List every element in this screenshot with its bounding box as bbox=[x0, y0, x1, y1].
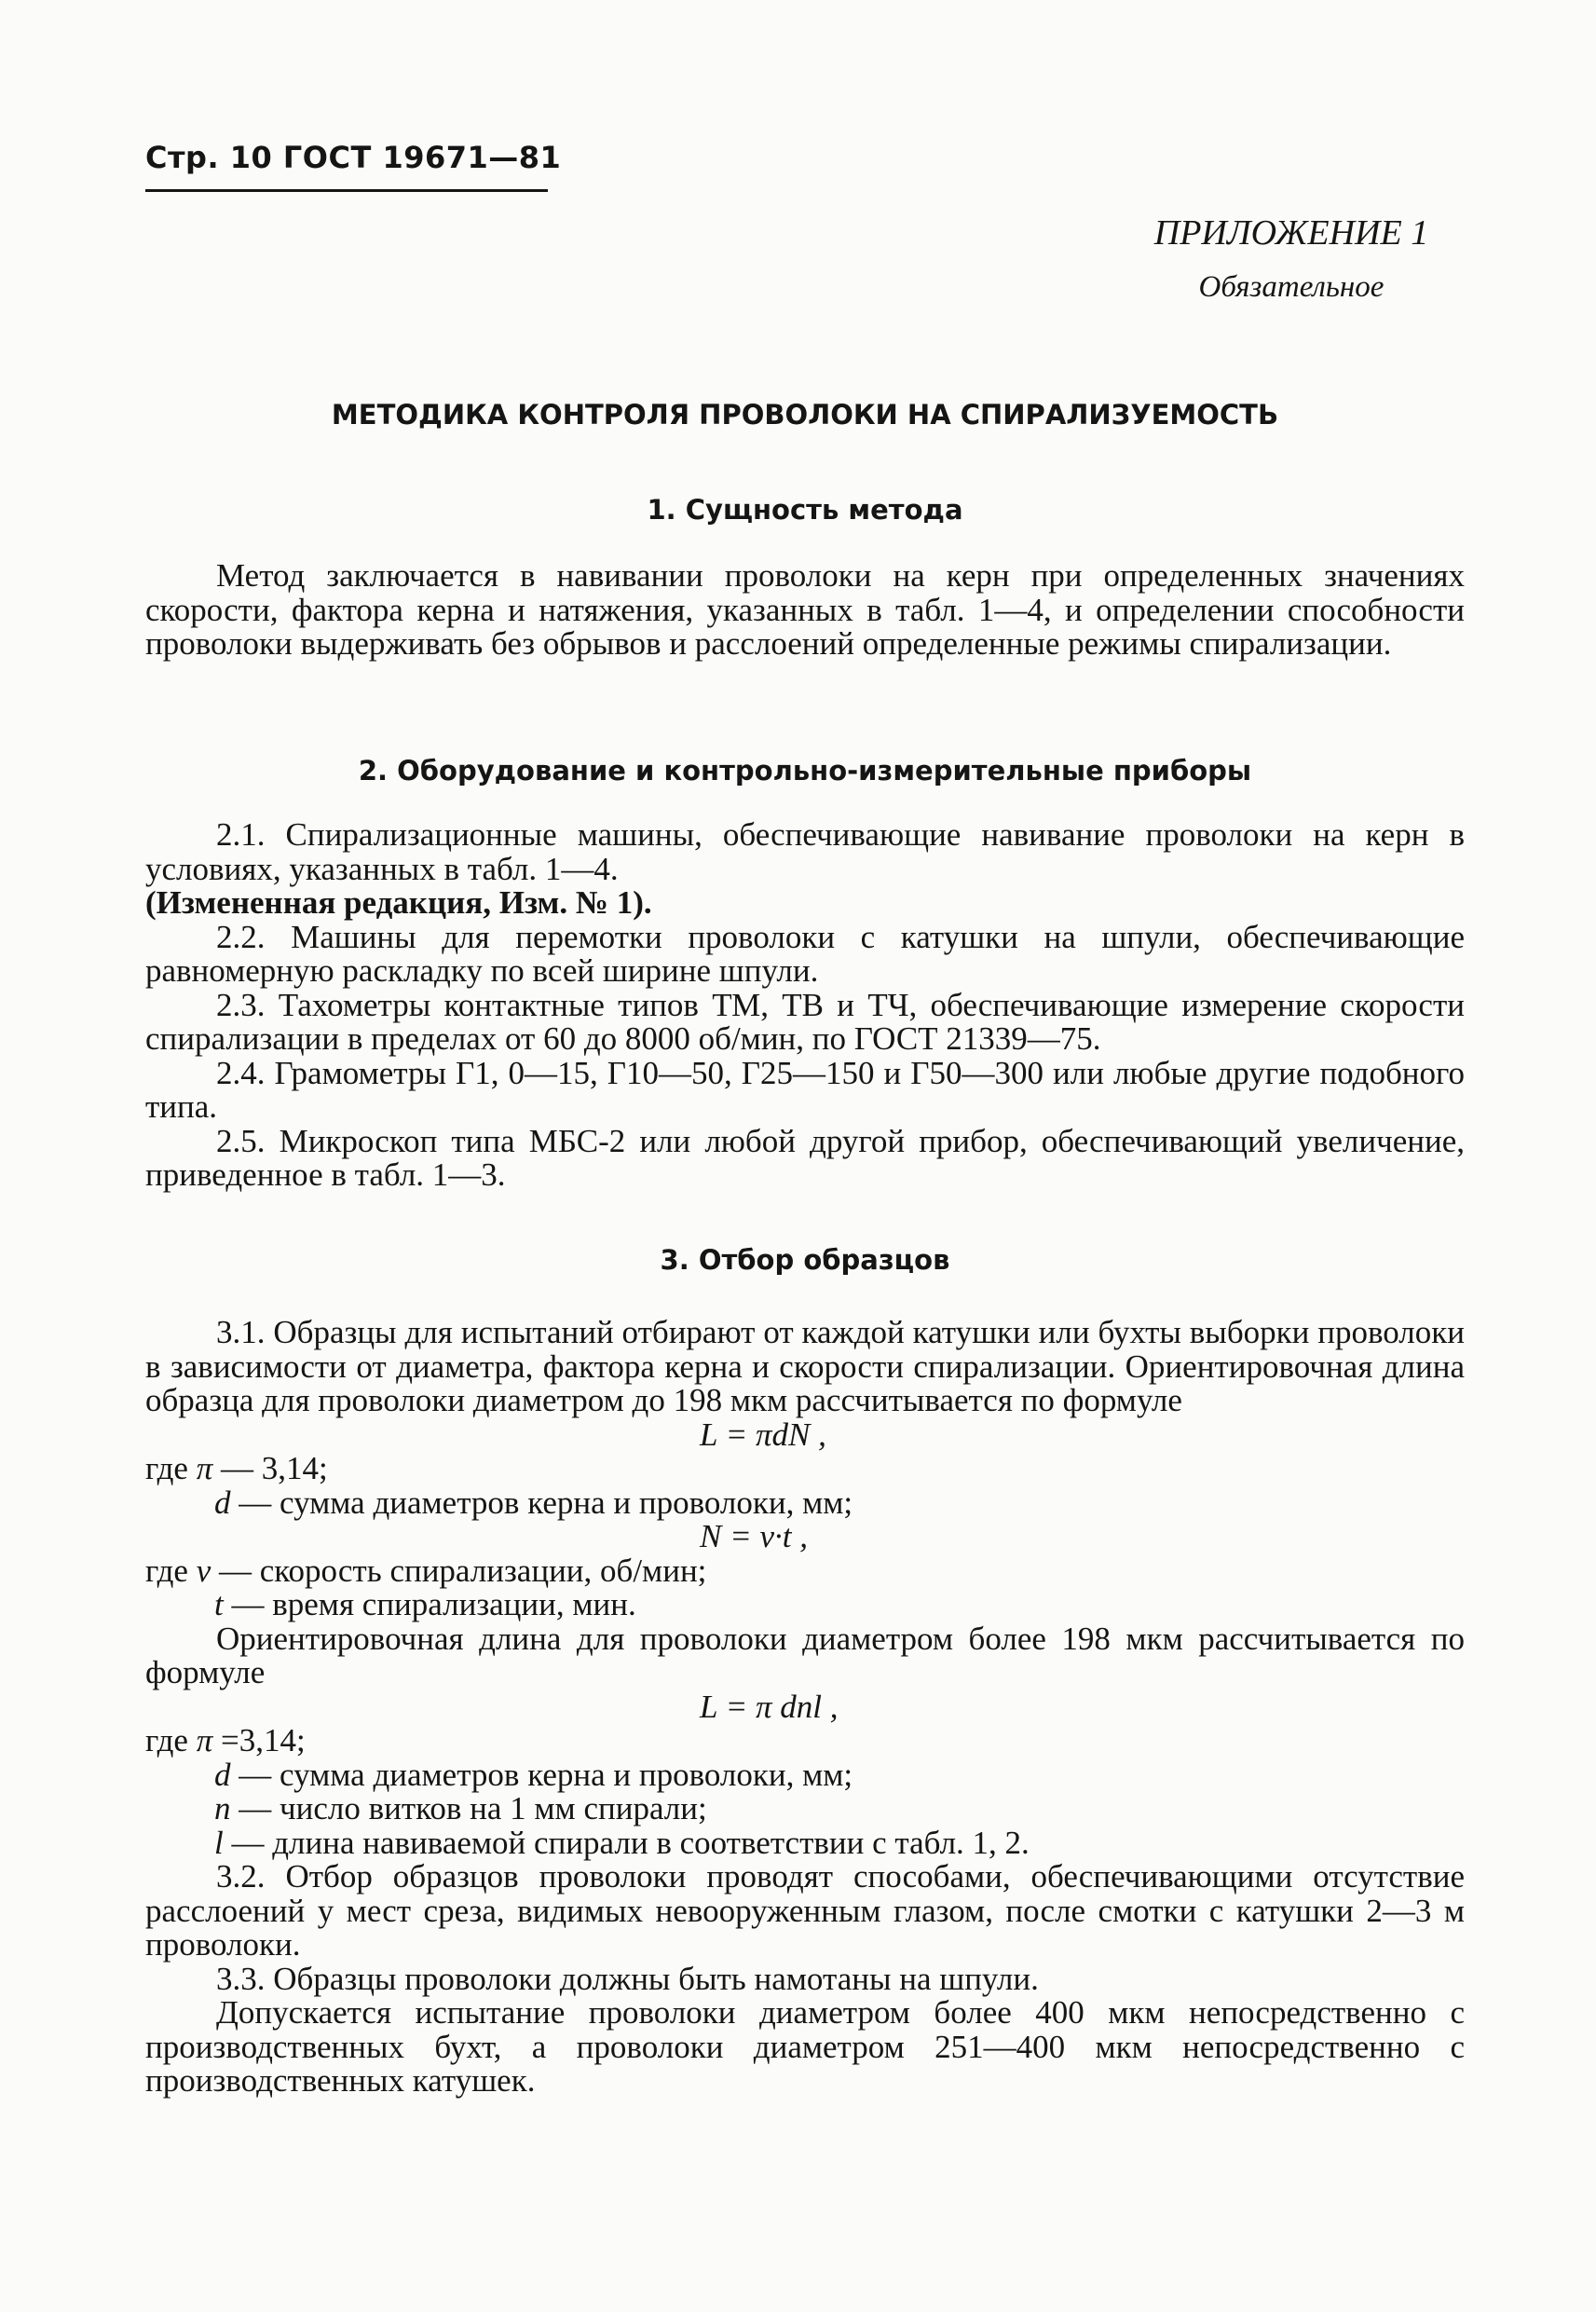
formula-l-pidn: L = πdN , bbox=[700, 1416, 826, 1453]
var-l: l bbox=[214, 1824, 224, 1861]
section-3-body bbox=[145, 1316, 1465, 2099]
where-word: где bbox=[145, 1552, 197, 1589]
where-word: где bbox=[145, 1722, 197, 1758]
appendix-label: ПРИЛОЖЕНИЕ 1 bbox=[1153, 213, 1429, 253]
page-header: Стр. 10 ГОСТ 19671—81 bbox=[145, 140, 562, 175]
section-3-heading: 3. Отбор образцов bbox=[660, 1244, 950, 1276]
var-d: d bbox=[214, 1484, 231, 1521]
formula-l-pidnl: L = π dnl , bbox=[700, 1688, 839, 1725]
def-text: — сумма диаметров керна и проволоки, мм; bbox=[230, 1484, 853, 1521]
section-2-body bbox=[145, 818, 1465, 1193]
def-text: — время спирализации, мин. bbox=[223, 1586, 636, 1622]
def-text: — скорость спирализации, об/мин; bbox=[211, 1552, 707, 1589]
def-n bbox=[145, 1792, 1465, 1826]
var-pi: π bbox=[196, 1722, 213, 1758]
appendix-status: Обязательное bbox=[1198, 270, 1385, 304]
paragraph-allowance: Допускается испытание проволоки диаметром более 400 мкм непосредственно с производственных бухт, а проволоки диаметром 251—400 мкм непосредственно с производственных катушек. bbox=[145, 1994, 1465, 2099]
document-title: МЕТОДИКА КОНТРОЛЯ ПРОВОЛОКИ НА СПИРАЛИЗУЕМОСТЬ bbox=[331, 399, 1279, 431]
header-rule bbox=[145, 189, 548, 192]
var-n: n bbox=[214, 1790, 231, 1826]
clause-2-2: 2.2. Машины для перемотки проволоки с катушки на шпули, обеспечивающие равномерную раскладку по всей ширине шпули. bbox=[145, 918, 1465, 989]
amendment-note: (Измененная редакция, Изм. № 1). bbox=[145, 884, 652, 921]
clause-2-5: 2.5. Микроскоп типа МБС-2 или любой другой прибор, обеспечивающий увеличение, приведенное в табл. 1—3. bbox=[145, 1122, 1465, 1193]
var-t: t bbox=[214, 1586, 224, 1622]
formula-n-vt: N = v·t , bbox=[700, 1518, 808, 1554]
where-word: где bbox=[145, 1450, 197, 1486]
def-l bbox=[145, 1826, 1465, 1861]
var-d: d bbox=[214, 1756, 231, 1793]
clause-3-3: 3.3. Образцы проволоки должны быть намотаны на шпули. bbox=[216, 1960, 1039, 1997]
clause-2-4: 2.4. Грамометры Г1, 0—15, Г10—50, Г25—150 и Г50—300 или любые другие подобного типа. bbox=[145, 1054, 1465, 1125]
paragraph-orient-length: Ориентировочная длина для проволоки диаметром более 198 мкм рассчитывается по формуле bbox=[145, 1620, 1465, 1690]
clause-2-1: 2.1. Спирализационные машины, обеспечивающие навивание проволоки на керн в условиях, указанных в табл. 1—4. bbox=[145, 816, 1465, 887]
var-v: v bbox=[196, 1552, 211, 1589]
section-1-body bbox=[145, 559, 1465, 662]
def-d-2 bbox=[145, 1758, 1465, 1793]
clause-3-1: 3.1. Образцы для испытаний отбирают от каждой катушки или бухты выборки проволоки в зависимости от диаметра, фактора керна и скорости спирализации. Ориентировочная длина образца для проволоки диаметром до 198 мкм рассчитывается по формуле bbox=[145, 1314, 1465, 1418]
def-text: =3,14; bbox=[212, 1722, 306, 1758]
def-text: — сумма диаметров керна и проволоки, мм; bbox=[230, 1756, 853, 1793]
clause-3-2: 3.2. Отбор образцов проволоки проводят способами, обеспечивающими отсутствие расслоений у мест среза, видимых невооруженным глазом, после смотки с катушки 2—3 м проволоки. bbox=[145, 1858, 1465, 1963]
section-2-heading: 2. Оборудование и контрольно-измерительные приборы bbox=[358, 755, 1252, 787]
def-d-1 bbox=[145, 1486, 1465, 1521]
def-text: — длина навиваемой спирали в соответствии с табл. 1, 2. bbox=[223, 1824, 1030, 1861]
section-1-heading: 1. Сущность метода bbox=[647, 494, 963, 526]
def-t bbox=[145, 1588, 1465, 1622]
where-pi-2 bbox=[145, 1724, 1465, 1758]
var-pi: π bbox=[196, 1450, 213, 1486]
def-text: — 3,14; bbox=[212, 1450, 328, 1486]
where-pi-1 bbox=[145, 1452, 1465, 1486]
paragraph: Метод заключается в навивании проволоки на керн при определенных значениях скорости, фактора керна и натяжения, указанных в табл. 1—4, и определении способности проволоки выдерживать без обрывов и расслоений определенные режимы спирализации. bbox=[145, 557, 1465, 662]
where-v bbox=[145, 1554, 1465, 1589]
def-text: — число витков на 1 мм спирали; bbox=[230, 1790, 707, 1826]
clause-2-3: 2.3. Тахометры контактные типов ТМ, ТВ и ТЧ, обеспечивающие измерение скорости спирализации в пределах от 60 до 8000 об/мин, по ГОСТ 21339—75. bbox=[145, 986, 1465, 1057]
